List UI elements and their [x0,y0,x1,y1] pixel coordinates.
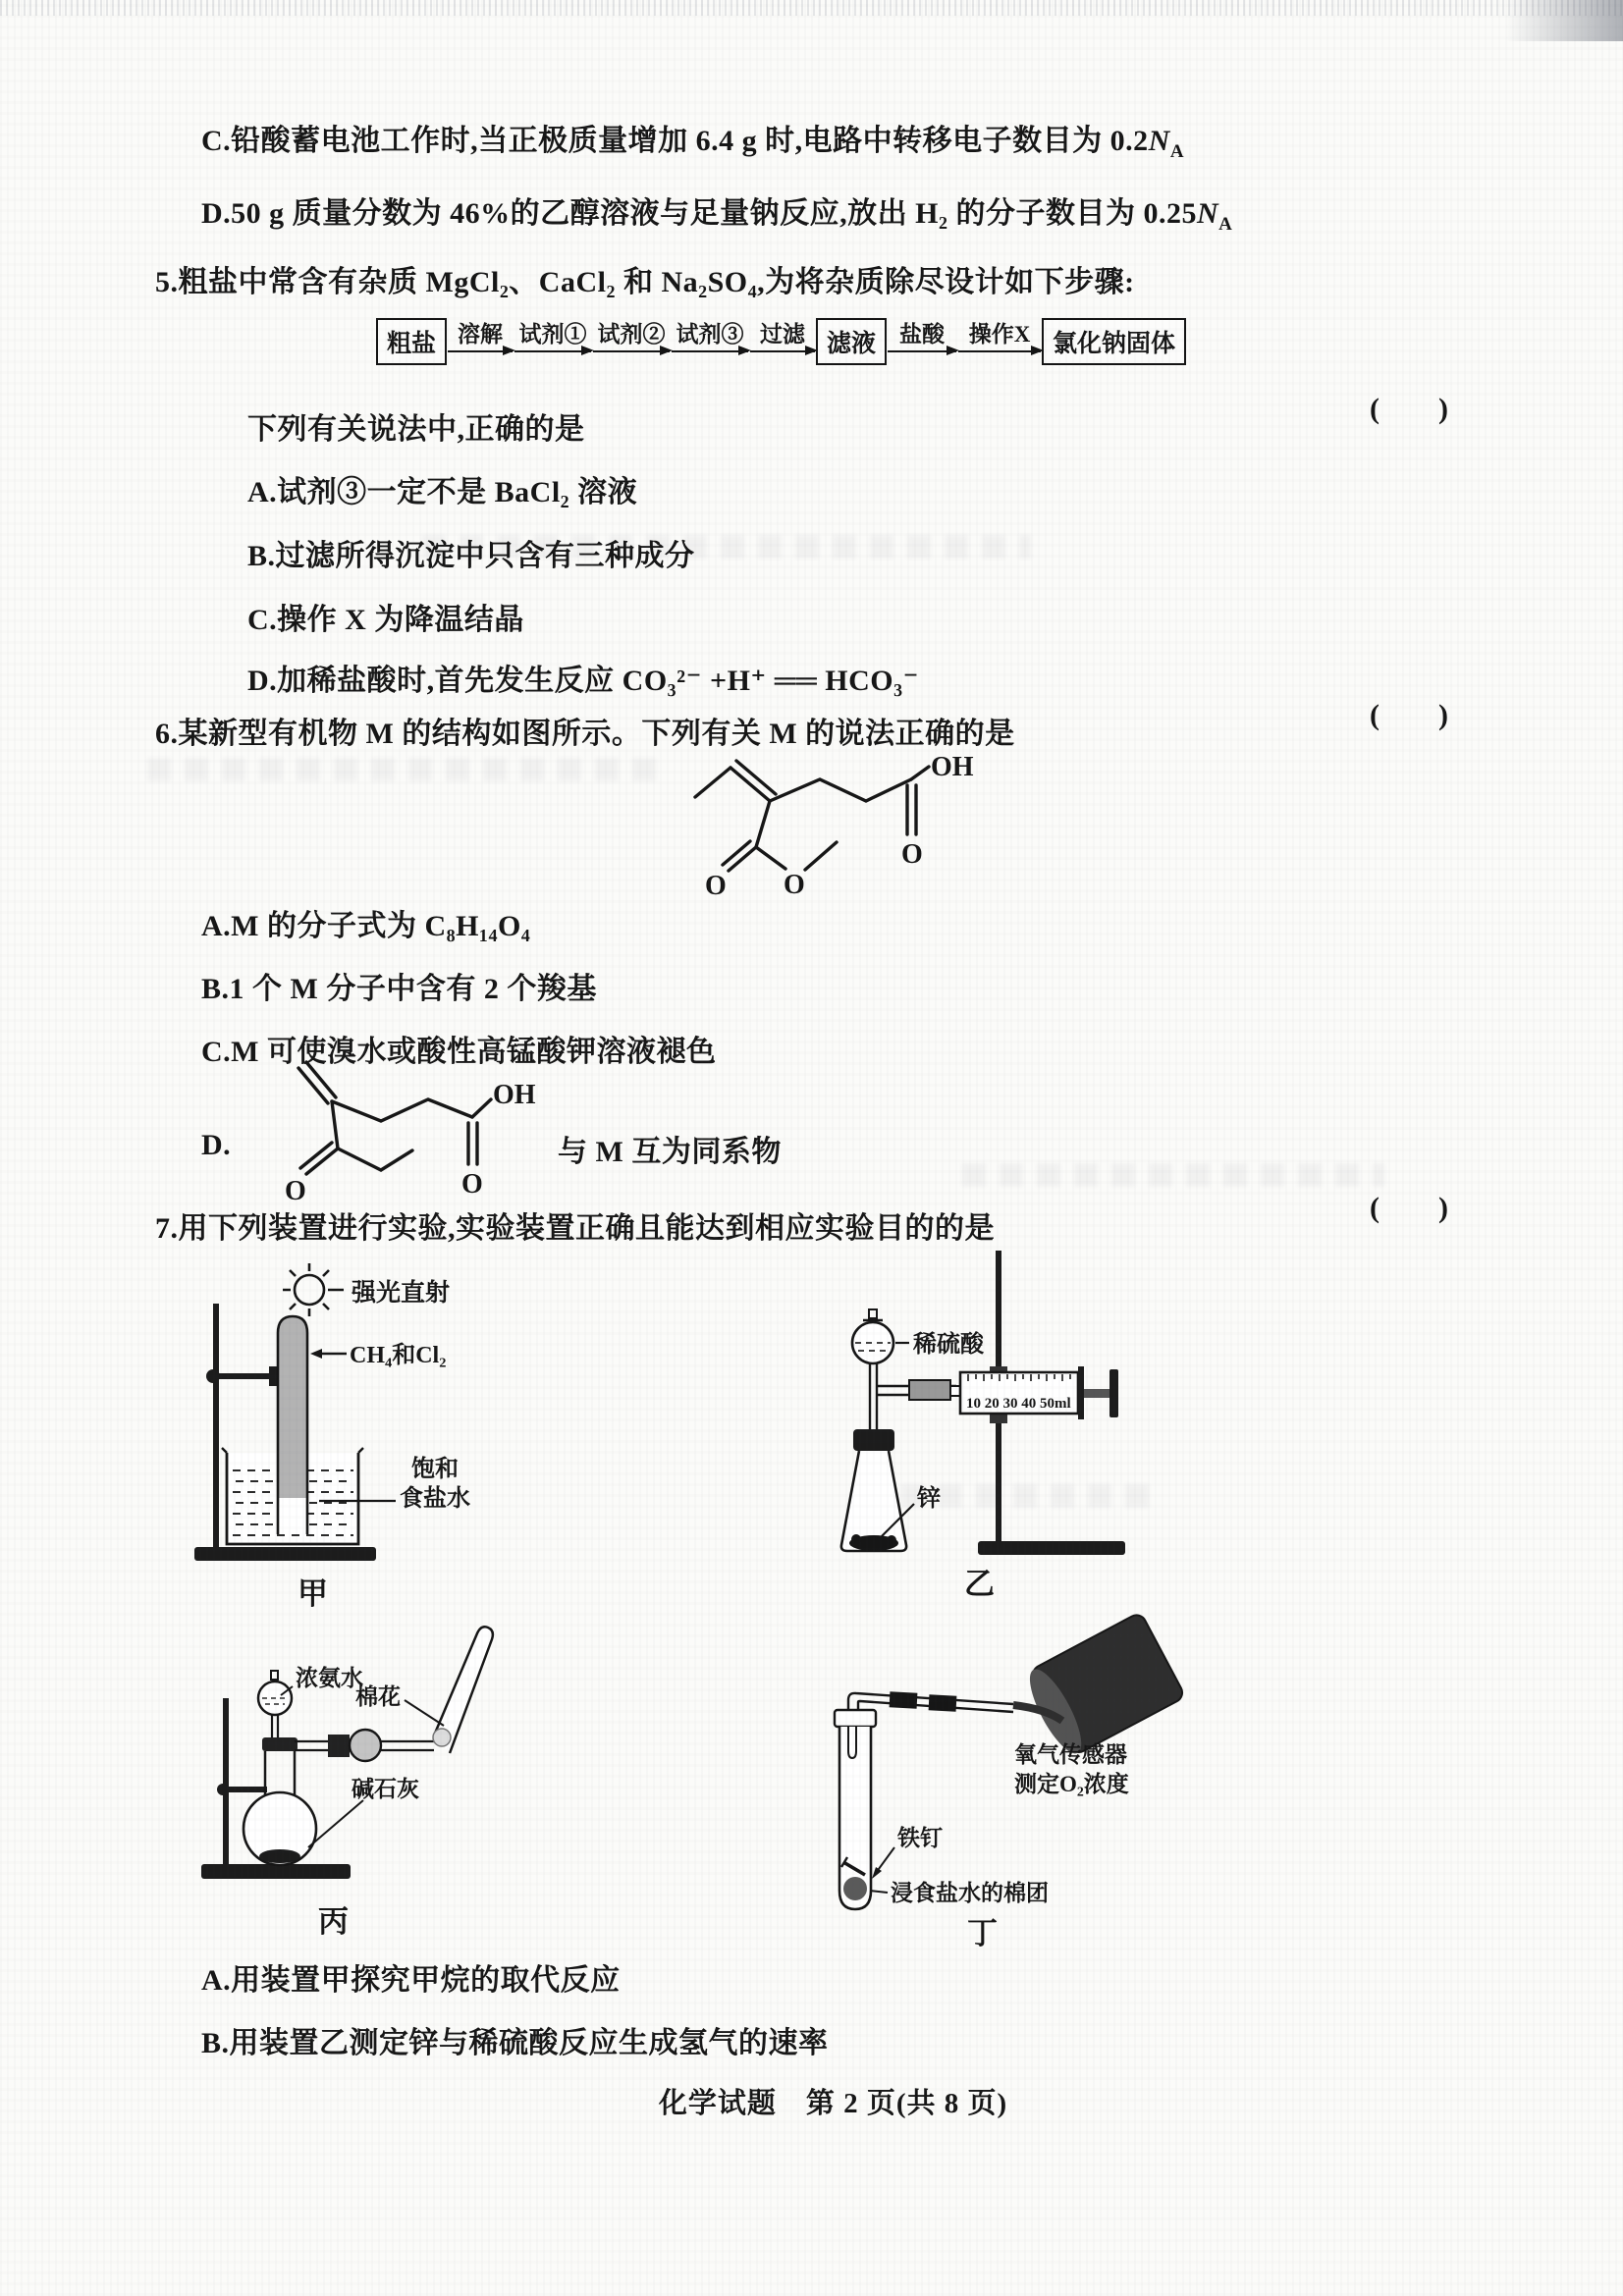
q5-lead: 下列有关说法中,正确的是 [247,413,585,446]
cotton-pointer [405,1700,444,1726]
q6-option-c: C.M 可使溴水或酸性高锰酸钾溶液褪色 [201,1036,717,1068]
plunger-handle [1109,1369,1118,1417]
arrow-icon [888,350,956,352]
q4-option-d [201,188,1232,236]
gas-pointer [310,1349,347,1359]
q5-option-c: C.操作 X 为降温结晶 [247,604,524,636]
q4-option-d-symbol: N [1197,197,1219,230]
sensor-label-2: 测定O₂浓度 [1014,1772,1129,1796]
test-tube [835,1710,876,1909]
arrow-icon [514,350,591,352]
nail-pointer [872,1847,894,1879]
scan-corner-smudge [1505,0,1623,41]
nail-label: 铁钉 [897,1826,943,1850]
flow-box-filtrate: 滤液 [816,318,887,365]
collection-tube [433,1627,493,1753]
q6-option-d-prefix: D. [201,1129,232,1161]
option-d-bonds [298,1062,491,1174]
flow-label: 过滤 [760,321,806,347]
arrow-icon [872,1867,882,1879]
flow-arrow-dissolve [448,323,513,352]
rubber-connector [929,1694,957,1711]
bleedthrough-ghost [147,758,658,781]
cotton-label: 棉花 [355,1684,401,1709]
molecule-m-bonds [695,761,929,871]
o-label: O [901,839,923,870]
sun-icon [283,1263,344,1316]
q7-answer-bracket: ( ) [1370,1192,1448,1224]
flow-box-crude-salt: 粗盐 [376,318,447,365]
q6-option-b: B.1 个 M 分子中含有 2 个羧基 [201,973,597,1005]
o-label: O [461,1169,483,1200]
apparatus-jia-diagram [118,1258,530,1617]
q5-option-b: B.过滤所得沉淀中只含有三种成分 [247,540,695,572]
flow-label: 试剂② [597,321,666,347]
gas-column [278,1316,307,1498]
q4-option-d-subscript: A [1218,214,1233,235]
flow-arrow-reagent2 [593,323,670,352]
brine-label-2: 食盐水 [400,1486,470,1512]
q6-answer-bracket: ( ) [1370,699,1448,731]
q6-option-a: A.M 的分子式为 C₈H₁₄O₄ [201,910,531,942]
q4-option-d-text: D.50 g 质量分数为 46%的乙醇溶液与足量钠反应,放出 H₂ 的分子数目为 0.25 [201,197,1197,230]
separating-funnel [258,1671,292,1745]
brine-label-1: 饱和 [411,1457,459,1482]
q4-option-c-subscript: A [1169,141,1185,162]
syringe [950,1366,1118,1419]
flow-label: 试剂③ [676,321,744,347]
scan-noise-band [0,0,1623,16]
clamp-knob [206,1369,220,1383]
arrow-icon [593,350,670,352]
flow-label: 溶解 [458,321,504,347]
strong-light-label: 强光直射 [352,1280,451,1307]
q6-stem: 6.某新型有机物 M 的结构如图所示。下列有关 M 的说法正确的是 [155,718,1015,750]
q5-answer-bracket: ( ) [1370,393,1448,425]
oh-label: OH [493,1080,536,1110]
cotton-pointer [870,1891,888,1893]
rubber-connector [890,1691,918,1708]
q4-option-c-text: C.铅酸蓄电池工作时,当正极质量增加 6.4 g 时,电路中转移电子数目为 0.2 [201,125,1149,157]
delivery-tube [877,1380,956,1400]
flow-arrow-hcl [888,323,956,352]
drying-bulb [350,1730,381,1761]
q4-option-c [201,116,1184,163]
flow-arrow-filter [750,323,815,352]
flow-arrow-reagent3 [672,323,748,352]
arrow-icon [448,350,513,352]
arrow-icon [750,350,815,352]
flow-arrow-reagent1 [514,323,591,352]
soda-lime-granules [259,1849,300,1863]
oxygen-sensor [1020,1612,1186,1761]
apparatus-yi-diagram [746,1245,1168,1608]
inverted-test-tube [278,1316,307,1534]
syringe-scale: 10 20 30 40 50ml [966,1396,1071,1412]
bleedthrough-ghost [962,1163,1384,1187]
flow-label: 试剂① [518,321,587,347]
apparatus-bing-diagram [118,1588,579,1951]
flow-label: 操作X [968,321,1031,347]
flow-arrow-operation-x [958,323,1041,352]
page-footer: 化学试题 第 2 页(共 8 页) [658,2088,1008,2119]
gas-label: CH₄和Cl₂ [350,1343,447,1368]
flow-label: 盐酸 [899,321,946,347]
q5-flowchart [376,318,1186,365]
stopper [262,1737,298,1751]
caption-yi: 乙 [964,1567,995,1601]
stopper [835,1710,876,1727]
q5-option-a: A.试剂③一定不是 BaCl₂ 溶液 [247,476,638,508]
q5-stem: 5.粗盐中常含有杂质 MgCl₂、CaCl₂ 和 Na₂SO₄,为将杂质除尽设计如下步骤: [155,266,1135,298]
clamp-jaw [990,1414,1007,1423]
acid-label: 稀硫酸 [913,1332,984,1358]
molecule-m-structure [677,734,1011,916]
q5-option-d: D.加稀盐酸时,首先发生反应 CO₃²⁻ +H⁺ ══ HCO₃⁻ [247,665,919,697]
cotton-plug [433,1729,451,1746]
stopper [853,1429,894,1451]
clamp-jaw [269,1366,278,1386]
round-flask [243,1737,316,1865]
option-d-structure [243,1052,548,1229]
arrow-icon [958,350,1041,352]
q7-option-a: A.用装置甲探究甲烷的取代反应 [201,1964,621,1997]
delivery-tube [295,1730,434,1761]
q7-option-b: B.用装置乙测定锌与稀硫酸反应生成氢气的速率 [201,2027,829,2059]
oh-label: OH [931,752,974,782]
arrow-icon [310,1349,322,1359]
rubber-connector [909,1380,950,1400]
q7-stem: 7.用下列装置进行实验,实验装置正确且能达到相应实验目的的是 [155,1212,995,1245]
sodalime-label: 碱石灰 [352,1777,419,1801]
apparatus-ding-diagram [766,1610,1316,1963]
sensor-label-1: 氧气传感器 [1014,1742,1127,1767]
q6-option-d-suffix: 与 M 互为同系物 [558,1136,782,1168]
o-label: O [285,1176,306,1206]
separating-funnel [852,1309,893,1431]
caption-bing: 丙 [318,1904,349,1939]
cottonball-label: 浸食盐水的棉团 [891,1881,1049,1905]
clamp-knob [217,1784,229,1795]
caption-jia: 甲 [298,1576,328,1611]
arrow-icon [672,350,748,352]
rubber-connector [328,1735,350,1757]
soaked-cotton-ball [843,1877,867,1900]
flow-box-nacl-solid: 氯化钠固体 [1042,318,1186,365]
q4-option-c-symbol: N [1148,125,1170,157]
o-label: O [784,870,805,900]
erlenmeyer-flask [841,1429,906,1551]
zinc-label: 锌 [917,1486,941,1512]
caption-ding: 丁 [967,1916,998,1950]
ammonia-label: 浓氨水 [296,1666,363,1690]
o-label: O [705,871,727,901]
